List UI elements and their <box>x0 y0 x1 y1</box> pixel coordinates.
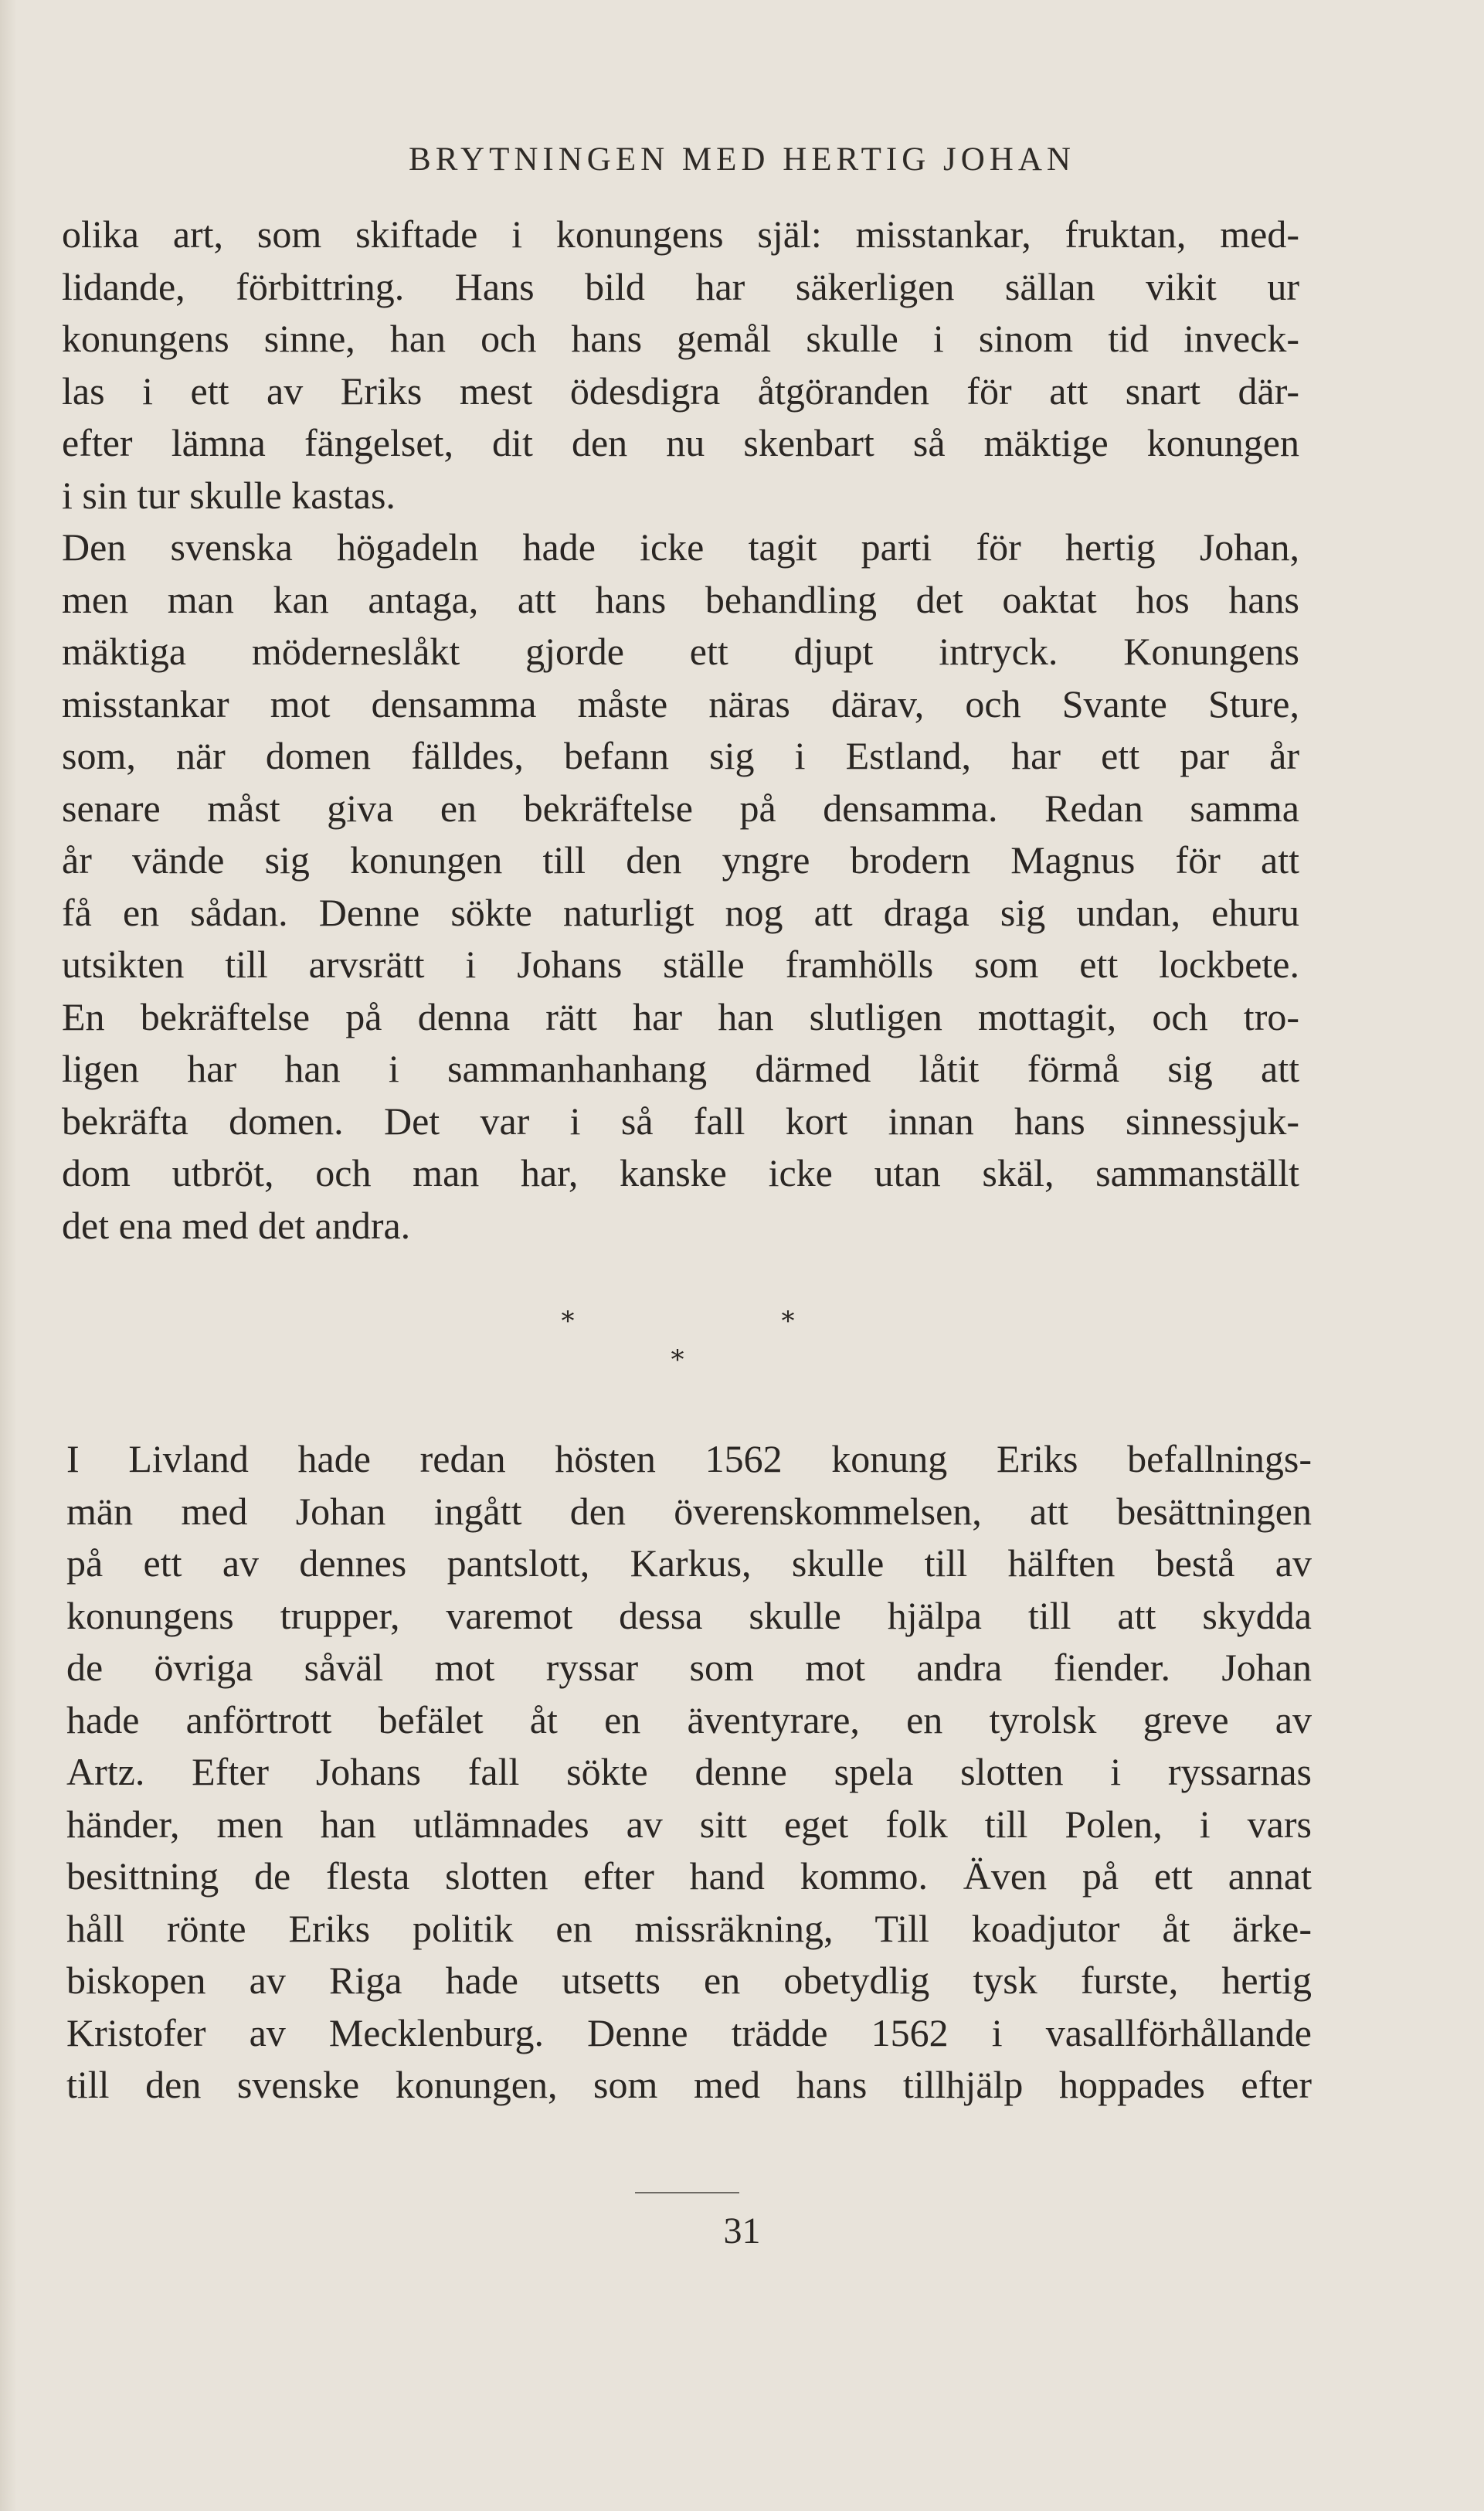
text-line: mäktiga möderneslåkt gjorde ett djupt intryck. Konungens <box>62 630 1299 673</box>
text-line: Den svenska högadeln hade icke tagit parti för hertig Johan, <box>62 525 1299 569</box>
text-line: få en sådan. Denne sökte naturligt nog att draga sig undan, ehuru <box>62 890 1299 934</box>
text-line: bekräfta domen. Det var i så fall kort innan hans sinnessjuk- <box>62 1099 1299 1143</box>
text-line: utsikten till arvsrätt i Johans ställe framhölls som ett lockbete. <box>62 943 1299 986</box>
text-line: las i ett av Eriks mest ödesdigra åtgöranden för att snart där- <box>62 369 1299 413</box>
text-line: dom utbröt, och man har, kanske icke utan skäl, sammanställt <box>62 1151 1299 1194</box>
text-line: efter lämna fängelset, dit den nu skenbart så mäktige konungen <box>62 421 1299 464</box>
text-line: besittning de flesta slotten efter hand kommo. Även på ett annat <box>66 1854 1312 1898</box>
running-title: BRYTNINGEN MED HERTIG JOHAN <box>409 141 1075 178</box>
text-line: det ena med det andra. <box>62 1203 411 1247</box>
text-line: Kristofer av Mecklenburg. Denne trädde 1562 i vasallförhållande <box>66 2010 1312 2054</box>
text-line: konungens trupper, varemot dessa skulle hjälpa till att skydda <box>66 1593 1312 1637</box>
text-line: på ett av dennes pantslott, Karkus, skulle till hälften bestå av <box>66 1541 1312 1585</box>
text-line: hade anförtrott befälet åt en äventyrare, en tyrolsk greve av <box>66 1697 1312 1741</box>
text-line: misstankar mot densamma måste näras därav, och Svante Sture, <box>62 681 1299 725</box>
folio-rule <box>635 2192 739 2193</box>
text-line: de övriga såväl mot ryssar som mot andra fiender. Johan <box>66 1646 1312 1689</box>
text-line: händer, men han utlämnades av sitt eget folk till Polen, i vars <box>66 1802 1312 1846</box>
text-line: år vände sig konungen till den yngre brodern Magnus för att <box>62 838 1299 882</box>
body-text-top <box>62 209 1299 1252</box>
text-line: ligen har han i sammanhanhang därmed låtit förmå sig att <box>62 1047 1299 1090</box>
text-line: män med Johan ingått den överenskommelsen, att besättningen <box>66 1489 1312 1533</box>
text-line: håll rönte Eriks politik en missräkning, Till koadjutor åt ärke- <box>66 1906 1312 1950</box>
text-line: som, när domen fälldes, befann sig i Estland, har ett par år <box>62 734 1299 777</box>
page-number: 31 <box>723 2210 761 2251</box>
text-line: i sin tur skulle kastas. <box>62 473 396 517</box>
asterisk-ornament: * <box>561 1306 575 1337</box>
body-text-bottom <box>66 1433 1312 2112</box>
text-line: biskopen av Riga hade utsetts en obetydlig tysk furste, hertig <box>66 1959 1312 2002</box>
asterisk-ornament: * <box>781 1306 795 1337</box>
text-line: olika art, som skiftade i konungens själ: misstankar, fruktan, med- <box>62 212 1299 256</box>
text-line: Artz. Efter Johans fall sökte denne spela slotten i ryssarnas <box>66 1750 1312 1793</box>
text-line: lidande, förbittring. Hans bild har säkerligen sällan vikit ur <box>62 264 1299 308</box>
text-line: men man kan antaga, att hans behandling det oaktat hos hans <box>62 577 1299 621</box>
page-edge-shadow <box>0 0 17 2511</box>
text-line: konungens sinne, han och hans gemål skulle i sinom tid inveck- <box>62 317 1299 360</box>
text-line: En bekräftelse på denna rätt har han slutligen mottagit, och tro- <box>62 994 1299 1038</box>
text-line: till den svenske konungen, som med hans tillhjälp hoppades efter <box>66 2063 1312 2106</box>
asterisk-ornament: * <box>671 1344 684 1375</box>
text-line: senare måst giva en bekräftelse på densamma. Redan samma <box>62 786 1299 830</box>
text-line: I Livland hade redan hösten 1562 konung Eriks befallnings- <box>66 1437 1312 1480</box>
